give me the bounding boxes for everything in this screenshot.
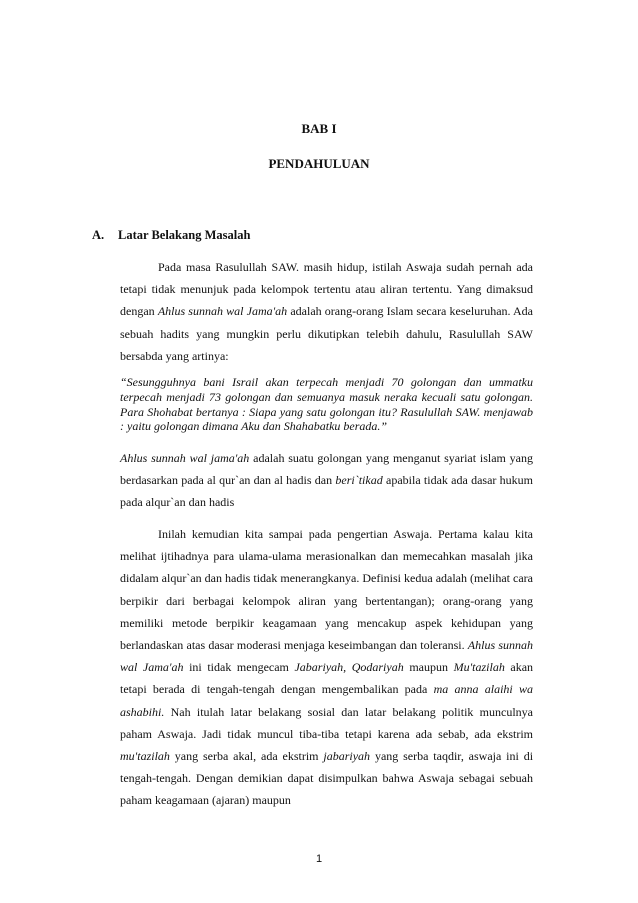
p2-text-b: apabila tidak ada dasar hukum pada alqur`an dan hadis xyxy=(120,473,534,510)
section-heading xyxy=(92,228,250,243)
p3-italic-2: Jabariyah, Qodariyah xyxy=(294,660,404,675)
paragraph-3 xyxy=(120,523,533,812)
p2-italic: Ahlus sunnah wal jama'ah xyxy=(120,451,250,465)
hadith-quote: “Sesungguhnya bani Israil akan terpecah menjadi 70 golongan dan ummatku terpecah menjadi 73 golongan dan semuanya masuk neraka kecuali satu golongan. Para Shohabat bertanya : Siapa yang satu golongan itu? Rasulullah SAW. menjawab : yaitu golongan dimana Aku dan Shahabatku berada.” xyxy=(120,375,533,434)
p1-text: Pada masa Rasulullah SAW. masih hidup, istilah Aswaja sudah pernah ada tetapi tidak menunjuk pada kelompok tertentu atau aliran tertentu. Yang dimaksud dengan xyxy=(120,260,533,319)
p1-italic: Ahlus sunnah wal Jama'ah xyxy=(157,304,288,319)
p3-text-e: Nah itulah latar belakang sosial dan latar belakang politik munculnya paham Aswaja. Jadi tidak muncul tiba-tiba tetapi karena ada sebab, ada ekstrim xyxy=(120,704,533,741)
p3-text-g: yang serba taqdir, aswaja ini di tengah-tengah. Dengan demikian dapat disimpulkan bahwa Aswaja sebagai sebuah paham keagamaan (ajaran) maupun xyxy=(120,749,534,808)
p3-italic-1: Ahlus sunnah wal Jama'ah xyxy=(120,638,533,675)
page-number: 1 xyxy=(315,853,323,865)
section-label: A. xyxy=(92,228,105,242)
p3-text-f: yang serba akal, ada ekstrim xyxy=(174,749,319,764)
p3-text-d: akan tetapi berada di tengah-tengah dengan mengembalikan pada xyxy=(120,660,534,697)
p3-italic-3: Mu'tazilah xyxy=(453,660,505,675)
p1-rest: adalah orang-orang Islam secara keseluruhan. Ada sebuah hadits yang mungkin perlu dikutipkan telebih dahulu, Rasulullah SAW bersabda yang artinya: xyxy=(120,304,534,363)
p3-italic-5: mu'tazilah xyxy=(120,749,170,764)
chapter-number: BAB I xyxy=(301,121,337,136)
p2-text-a: adalah suatu golongan yang menganut syariat islam yang berdasarkan pada al qur`an dan al hadis dan xyxy=(120,451,533,488)
p3-text-a: Inilah kemudian kita sampai pada pengertian Aswaja. Pertama kalau kita melihat ijtihadnya para ulama-ulama merasionalkan dan memecahkan masalah jika didalam alqur`an dan hadis tidak menerangkanya. Definisi kedua adalah (melihat cara berpikir dari berbagai kelompok aliran yang bertentangan); orang-orang yang memiliki metode berpikir keagamaan yang mencakup aspek kehidupan yang berlandaskan atas dasar moderasi menjaga keseimbangan dan toleransi. xyxy=(120,527,533,653)
chapter-title: PENDAHULUAN xyxy=(268,156,370,171)
p3-text-c: maupun xyxy=(409,660,448,675)
p3-italic-4: ma anna alaihi wa ashabihi. xyxy=(120,682,533,719)
paragraph-1 xyxy=(120,256,533,367)
p2-italic-2: beri`tikad xyxy=(335,473,383,488)
section-title: Latar Belakang Masalah xyxy=(118,228,251,242)
p3-italic-6: jabariyah xyxy=(323,749,371,764)
paragraph-2 xyxy=(120,447,533,514)
p3-text-b: ini tidak mengecam xyxy=(189,660,289,675)
